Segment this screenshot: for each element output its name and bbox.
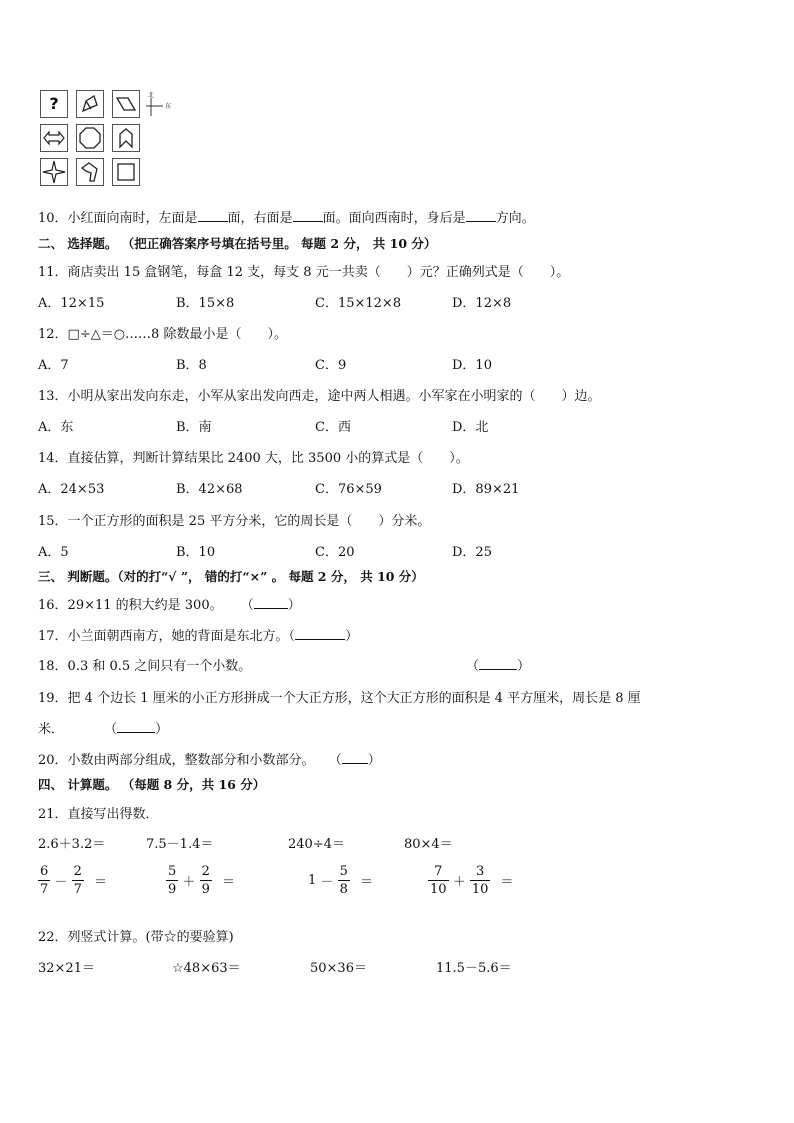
question-11: 11．商店卖出 15 盒钢笔，每盒 12 支，每支 8 元一共卖（ ）元？正确列式是（ ）。: [38, 265, 570, 280]
fraction: $\frac{3}{10}$: [471, 864, 489, 897]
q17-paren-open: （: [288, 629, 296, 644]
q18-answer: [466, 655, 530, 674]
q14-option-b[interactable]: B．42×68: [176, 482, 243, 497]
q19-answer-blank[interactable]: [117, 720, 155, 733]
folded-shape-cell: [76, 90, 104, 118]
question-19-line2: [38, 718, 168, 737]
double-arrow-icon: [41, 125, 67, 151]
q10-blank-left[interactable]: [198, 209, 228, 222]
q13-option-d[interactable]: D．北: [452, 420, 489, 435]
q21-item-4: 80×4＝: [404, 837, 453, 852]
question-21-title: 21．直接写出得数．: [38, 807, 159, 822]
compass-north-label: 北: [148, 92, 155, 99]
fraction: $\frac{5}{8}$: [339, 864, 348, 897]
q20-paren-close: ）: [367, 753, 381, 768]
q19-line2-text: 米．: [38, 722, 65, 737]
q10-part4: 方向。: [495, 211, 535, 226]
q20-paren-open: （: [328, 753, 342, 768]
fraction: $\frac{5}{9}$: [168, 864, 177, 897]
q10-part2: 面，右面是: [227, 211, 293, 226]
q11-option-d[interactable]: D．12×8: [452, 296, 512, 311]
four-point-star-icon: [41, 159, 67, 185]
square-cell: [112, 158, 140, 186]
shape-puzzle-grid: [40, 90, 140, 188]
q10-blank-behind[interactable]: [466, 209, 496, 222]
question-15: 15．一个正方形的面积是 25 平方分米，它的周长是（ ）分米。: [38, 514, 431, 529]
q18-paren-open: （: [466, 659, 480, 674]
question-22-title: 22．列竖式计算。(带☆的要验算): [38, 930, 234, 945]
q16-answer-blank[interactable]: [254, 596, 288, 609]
q15-option-b[interactable]: B．10: [176, 545, 216, 560]
parallelogram-icon: [113, 91, 139, 117]
q22-item-3: 50×36＝: [310, 961, 367, 976]
q21-fraction-2: $\frac{5}{9}$ ＋ $\frac{2}{9}$ ＝: [168, 864, 236, 897]
square-icon: [113, 159, 139, 185]
q21-fraction-4: $\frac{7}{10}$ ＋ $\frac{3}{10}$ ＝: [430, 864, 514, 897]
question-16: [38, 594, 301, 613]
q14-option-a[interactable]: A．24×53: [38, 482, 105, 497]
q18-paren-close: ）: [517, 659, 531, 674]
question-17: [38, 625, 358, 644]
q21-fraction-3: 1 － $\frac{5}{8}$ ＝: [308, 864, 374, 897]
q21-item-3: 240÷4＝: [288, 837, 345, 852]
q12-option-b[interactable]: B．8: [176, 358, 207, 373]
q13-option-c[interactable]: C．西: [315, 420, 351, 435]
fraction: $\frac{7}{10}$: [430, 864, 447, 897]
q15-option-d[interactable]: D．25: [452, 545, 492, 560]
arch-shape-icon: [113, 125, 139, 151]
q12-option-a[interactable]: A．7: [38, 358, 69, 373]
q17-text: 17．小兰面朝西南方，她的背面是东北方。: [38, 629, 289, 644]
octagon-cell: [76, 124, 104, 152]
question-19-line1: 19．把 4 个边长 1 厘米的小正方形拼成一个大正方形，这个大正方形的面积是 4 平方厘米，周长是 8 厘: [38, 691, 641, 706]
fraction: $\frac{2}{7}$: [73, 864, 82, 897]
curved-shape-icon: [77, 159, 103, 185]
q19-paren-open: （: [104, 722, 118, 737]
double-arrow-cell: [40, 124, 68, 152]
question-20: [38, 749, 381, 768]
q12-option-c[interactable]: C．9: [315, 358, 347, 373]
section-2-heading: 二、 选择题。 （把正确答案序号填在括号里。 每题 2 分， 共 10 分）: [38, 236, 437, 251]
q16-paren-close: ）: [287, 598, 301, 613]
compass-east-label: 东: [165, 103, 172, 110]
q22-item-4: 11.5－5.6＝: [436, 961, 512, 976]
question-12: 12．□÷△＝○……8 除数最小是（ ）。: [38, 327, 287, 342]
q20-text: 20．小数由两部分组成，整数部分和小数部分。: [38, 753, 315, 768]
star-cell: [40, 158, 68, 186]
arch-shape-cell: [112, 124, 140, 152]
q12-option-d[interactable]: D．10: [452, 358, 492, 373]
q17-answer-blank[interactable]: [295, 627, 345, 640]
q19-paren-close: ）: [155, 722, 169, 737]
question-13: 13．小明从家出发向东走，小军从家出发向西走，途中两人相遇。小军家在小明家的（ ）边。: [38, 389, 601, 404]
fraction: $\frac{6}{7}$: [40, 864, 49, 897]
q21-fraction-1: $\frac{6}{7}$ － $\frac{2}{7}$ ＝: [40, 864, 108, 897]
q22-item-1: 32×21＝: [38, 961, 95, 976]
question-mark-cell: [40, 90, 68, 118]
q11-option-a[interactable]: A．12×15: [38, 296, 105, 311]
folded-shape-icon: [77, 91, 103, 117]
q10-part3: 面。面向西南时，身后是: [322, 211, 466, 226]
q16-text: 16．29×11 的积大约是 300。: [38, 598, 223, 613]
q14-option-c[interactable]: C．76×59: [315, 482, 382, 497]
section-4-heading: 四、 计算题。 （每题 8 分，共 16 分）: [38, 777, 266, 792]
question-18: 18．0.3 和 0.5 之间只有一个小数。: [38, 659, 252, 674]
compass: [146, 92, 172, 118]
q13-option-a[interactable]: A．东: [38, 420, 74, 435]
q10-part1: 10．小红面向南时，左面是: [38, 211, 198, 226]
question-14: 14．直接估算，判断计算结果比 2400 大，比 3500 小的算式是（ ）。: [38, 451, 469, 466]
q14-option-d[interactable]: D．89×21: [452, 482, 520, 497]
q16-paren-open: （: [240, 598, 254, 613]
question-10: [38, 207, 535, 226]
section-3-heading: 三、 判断题。（对的打“√ ”， 错的打“×” 。 每题 2 分， 共 10 分）: [38, 569, 424, 584]
compass-cross-icon: [146, 92, 172, 118]
q11-option-c[interactable]: C．15×12×8: [315, 296, 402, 311]
fraction: $\frac{2}{9}$: [201, 864, 210, 897]
curved-shape-cell: [76, 158, 104, 186]
octagon-icon: [77, 125, 103, 151]
q10-blank-right[interactable]: [293, 209, 323, 222]
question-mark: ?: [49, 94, 59, 113]
q20-answer-blank[interactable]: [342, 751, 368, 764]
q21-item-1: 2.6＋3.2＝: [38, 837, 106, 852]
q18-answer-blank[interactable]: [479, 657, 517, 670]
q17-paren-close: ）: [345, 629, 359, 644]
q22-item-2: ☆48×63＝: [172, 961, 241, 976]
q15-option-a[interactable]: A．5: [38, 545, 69, 560]
parallelogram-cell: [112, 90, 140, 118]
q21-item-2: 7.5－1.4＝: [146, 837, 214, 852]
q13-option-b[interactable]: B．南: [176, 420, 212, 435]
q11-option-b[interactable]: B．15×8: [176, 296, 235, 311]
q15-option-c[interactable]: C．20: [315, 545, 355, 560]
